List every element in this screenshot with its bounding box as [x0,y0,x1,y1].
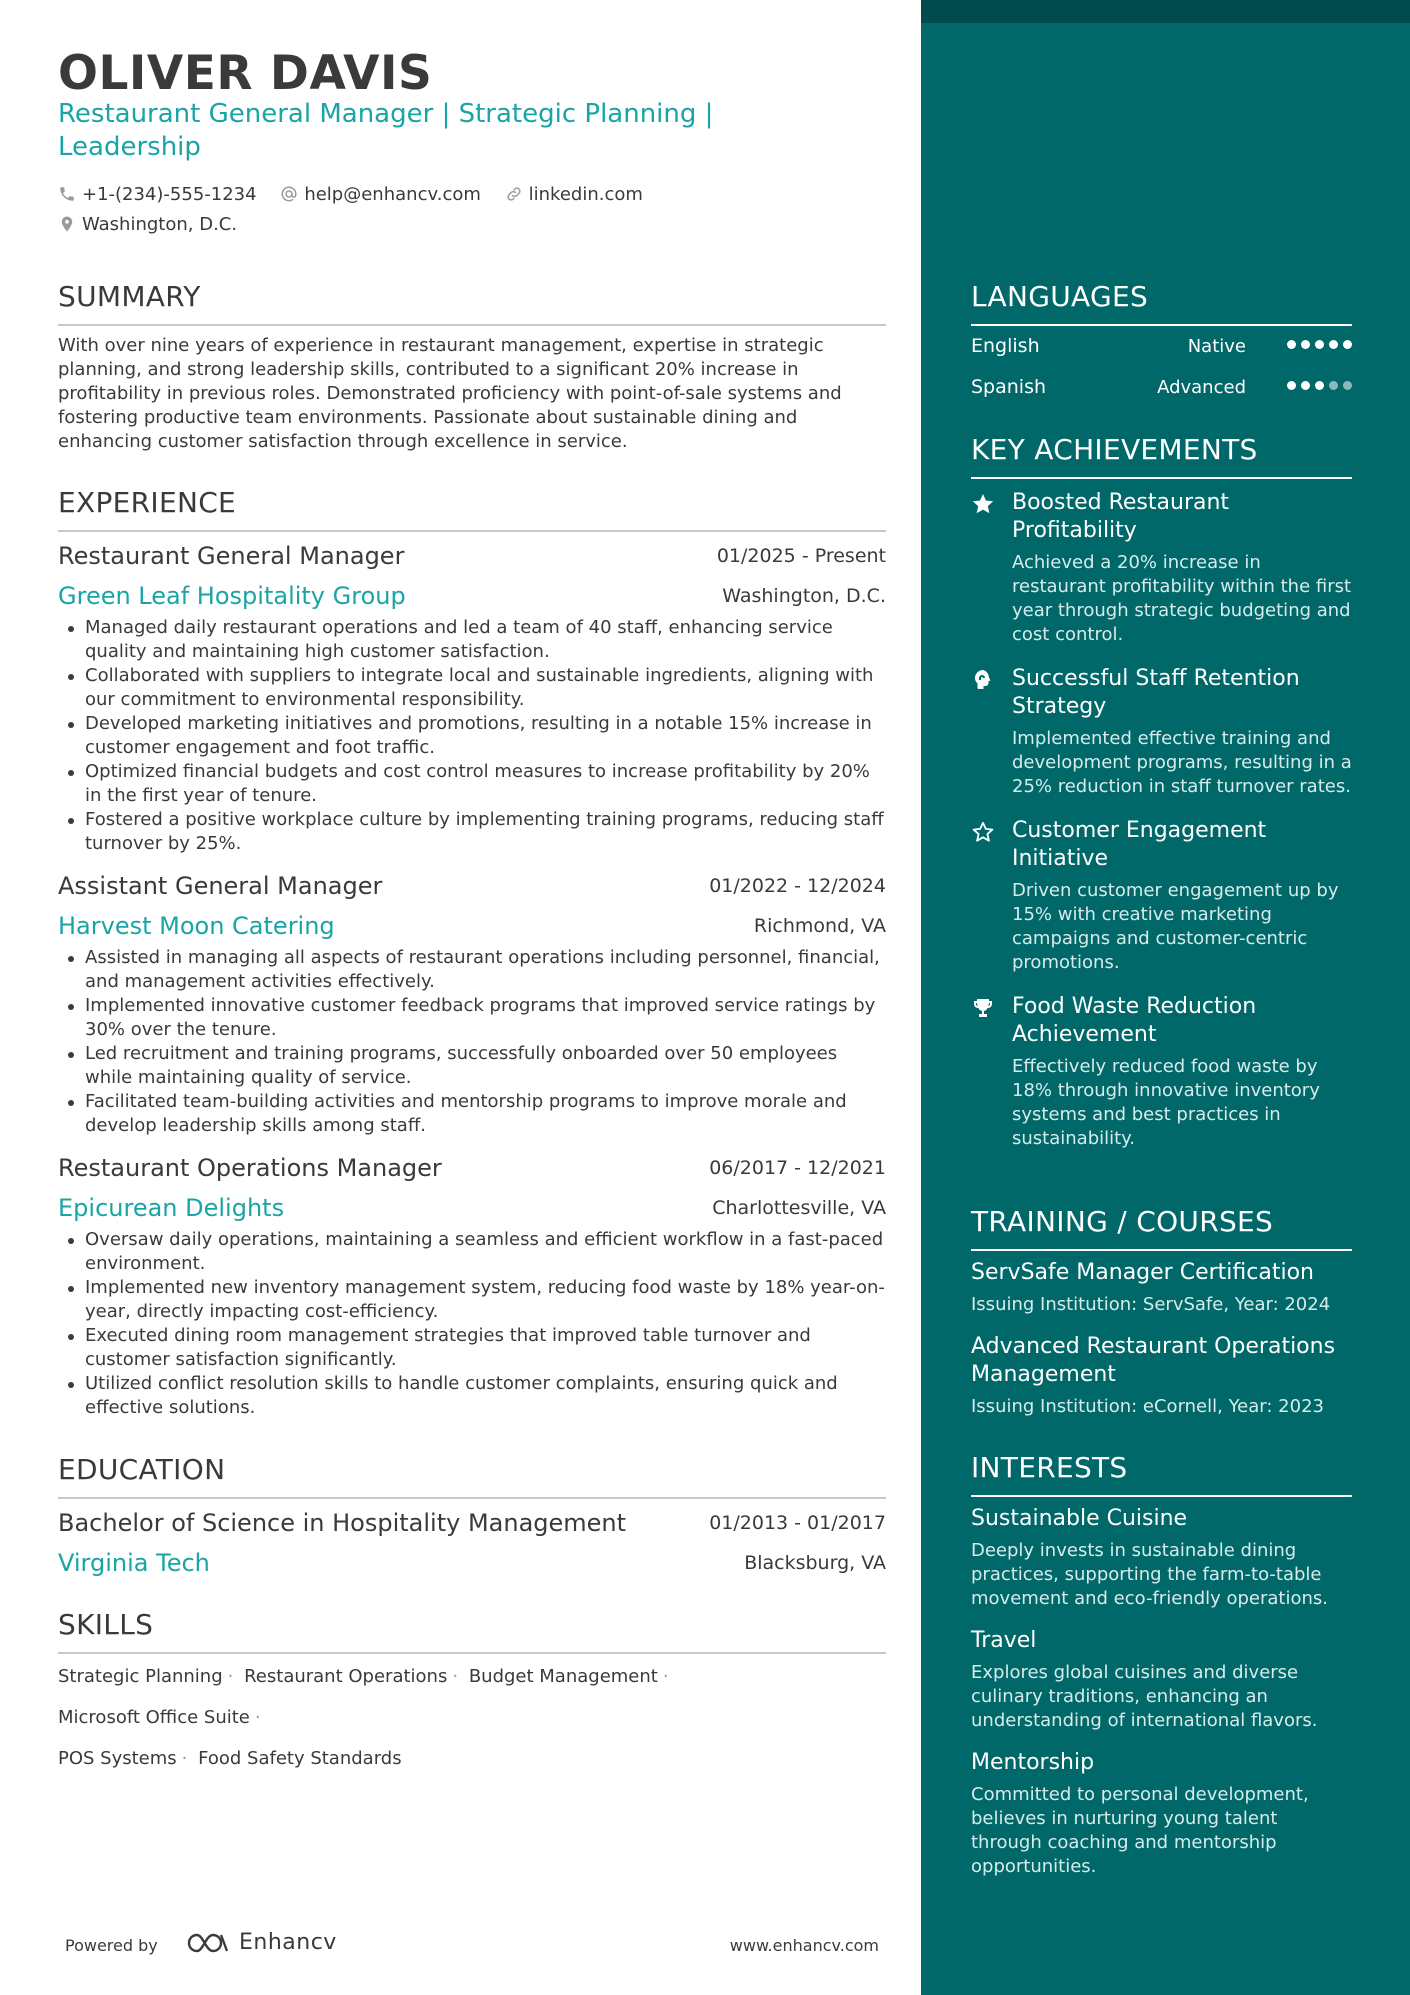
interests-section [971,1451,1352,1879]
job-entry [58,536,886,856]
location-text: Washington, D.C. [82,213,238,235]
sidebar [921,0,1410,1995]
job-bullets [58,1228,886,1420]
job-bullet: Executed dining room management strategies that improved table turnover and customer satisfaction significantly. [58,1324,886,1372]
achievement-title: Food Waste Reduction Achievement [1012,994,1257,1047]
job-location: Richmond, VA [753,915,886,937]
course-title: Advanced Restaurant Operations Management [971,1334,1336,1387]
training-section [971,1205,1352,1419]
job-bullet: Implemented new inventory management system, reducing food waste by 18% year-on-year, directly impacting cost-efficiency. [58,1276,886,1324]
training-heading: TRAINING / COURSES [971,1205,1352,1251]
languages-section [971,280,1352,408]
skill-item: Strategic Planning [58,1666,223,1687]
candidate-tagline [58,98,738,164]
interest-desc: Committed to personal development, believes in nurturing young talent through coaching and mentorship opportunities. [971,1784,1309,1877]
job-bullets [58,946,886,1138]
job-bullet: Facilitated team-building activities and mentorship programs to improve morale and develop leadership skills among staff. [58,1090,886,1138]
job-company: Harvest Moon Catering [58,912,335,940]
proficiency-dot [1287,340,1296,349]
proficiency-dot [1301,381,1310,390]
proficiency-dot [1315,381,1324,390]
course-desc: Issuing Institution: eCornell, Year: 2023 [971,1396,1324,1417]
job-bullets [58,616,886,856]
interests-heading: INTERESTS [971,1451,1352,1497]
skills-list: Strategic Planning · Restaurant Operations · Budget Management · Microsoft Office Suite · POS Systems · Food Safety Standards [58,1666,669,1769]
language-name: Spanish [971,376,1047,398]
job-dates: 06/2017 - 12/2021 [709,1157,886,1179]
brain-icon [971,668,995,692]
contact-phone[interactable] [58,182,257,206]
proficiency-dot [1315,340,1324,349]
language-proficiency-dots [1287,340,1352,349]
language-name: English [971,335,1040,357]
skill-item: Food Safety Standards [198,1748,402,1769]
achievement-title: Customer Engagement Initiative [1012,818,1267,871]
language-level: Advanced [1157,377,1246,398]
proficiency-dot [1287,381,1296,390]
skill-item: Budget Management [468,1666,658,1687]
contact-info [58,182,886,238]
language-row [971,326,1352,367]
star-filled-icon [971,492,995,516]
interest-title: Sustainable Cuisine [971,1506,1188,1531]
job-title: Assistant General Manager [58,872,383,900]
skill-item: POS Systems [58,1748,177,1769]
course-desc: Issuing Institution: ServSafe, Year: 2024 [971,1294,1331,1315]
interest-item [971,1627,1352,1733]
job-bullet: Oversaw daily operations, maintaining a seamless and efficient workflow in a fast-paced environment. [58,1228,886,1276]
job-bullet: Led recruitment and training programs, successfully onboarded over 50 employees while maintaining quality of service. [58,1042,886,1090]
interest-item [971,1505,1352,1611]
achievement-title: Successful Staff Retention Strategy [1012,666,1300,719]
job-bullet: Optimized financial budgets and cost control measures to increase profitability by 20% in the first year of tenure. [58,760,886,808]
achievements-section [971,433,1352,1151]
phone-text: +1-(234)-555-1234 [82,183,257,205]
job-entry [58,1148,886,1420]
skills-heading: SKILLS [58,1608,886,1654]
languages-heading: LANGUAGES [971,280,1352,326]
linkedin-text: linkedin.com [528,183,643,205]
proficiency-dot [1343,340,1352,349]
trophy-icon [971,996,995,1020]
sidebar-top-bar [921,0,1410,23]
achievement-item [971,993,1352,1151]
job-bullet: Implemented innovative customer feedback programs that improved service ratings by 30% over the tenure. [58,994,886,1042]
job-location: Charlottesville, VA [712,1197,886,1219]
job-company: Green Leaf Hospitality Group [58,582,406,610]
skills-section [58,1608,886,1779]
job-location: Washington, D.C. [722,585,886,607]
achievement-desc: Driven customer engagement up by 15% with creative marketing campaigns and customer-centric promotions. [1012,880,1339,973]
achievement-item [971,817,1352,975]
job-bullet: Fostered a positive workplace culture by implementing training programs, reducing staff turnover by 25%. [58,808,886,856]
job-company: Epicurean Delights [58,1194,285,1222]
achievement-title: Boosted Restaurant Profitability [1012,490,1230,543]
school-location: Blacksburg, VA [744,1552,886,1574]
proficiency-dot [1301,340,1310,349]
link-icon [505,185,523,203]
footer [65,1930,879,1960]
contact-email[interactable] [280,182,481,206]
education-entry [58,1503,886,1583]
enhancv-brand-name: Enhancv [239,1930,337,1955]
education-dates: 01/2013 - 01/2017 [709,1512,886,1534]
job-bullet: Collaborated with suppliers to integrate local and sustainable ingredients, aligning with our commitment to environmental responsibility. [58,664,886,712]
achievement-desc: Achieved a 20% increase in restaurant profitability within the first year through strategic budgeting and cost control. [1012,552,1352,645]
course-title: ServSafe Manager Certification [971,1260,1314,1285]
achievement-desc: Effectively reduced food waste by 18% through innovative inventory systems and best practices in sustainability. [1012,1056,1320,1149]
phone-icon [58,185,76,203]
contact-location [58,212,237,236]
interest-title: Mentorship [971,1750,1095,1775]
at-icon [280,185,298,203]
interest-title: Travel [971,1628,1037,1653]
school-name: Virginia Tech [58,1549,210,1577]
achievement-desc: Implemented effective training and development programs, resulting in a 25% reduction in staff turnover rates. [1012,728,1352,797]
education-heading: EDUCATION [58,1453,886,1499]
contact-linkedin[interactable] [505,182,643,206]
enhancv-logo-icon [185,1931,231,1955]
location-pin-icon [58,215,76,233]
job-bullet: Managed daily restaurant operations and led a team of 40 staff, enhancing service quality and maintaining high customer satisfaction. [58,616,886,664]
candidate-name: OLIVER DAVIS [58,46,433,101]
email-text: help@enhancv.com [304,183,481,205]
course-item [971,1333,1352,1419]
powered-by-label: Powered by [65,1936,158,1955]
proficiency-dot [1329,340,1338,349]
experience-heading: EXPERIENCE [58,486,886,532]
skill-item: Microsoft Office Suite [58,1707,250,1728]
job-bullet: Developed marketing initiatives and promotions, resulting in a notable 15% increase in customer engagement and foot traffic. [58,712,886,760]
proficiency-dot [1343,381,1352,390]
summary-text: With over nine years of experience in restaurant management, expertise in strategic planning, and strong leadership skills, contributed to a significant 20% increase in profitability in previous roles. Demonstrated proficiency with point-of-sale systems and fostering productive team environments. Passionate about sustainable dining and enhancing customer satisfaction through excellence in service. [58,335,842,452]
proficiency-dot [1329,381,1338,390]
job-entry [58,866,886,1138]
job-bullet: Assisted in managing all aspects of restaurant operations including personnel, financial, and management activities effectively. [58,946,886,994]
experience-section [58,486,886,1420]
skill-item: Restaurant Operations [244,1666,448,1687]
degree-title: Bachelor of Science in Hospitality Management [58,1509,627,1537]
summary-section [58,280,886,454]
tagline-line-1: Restaurant General Manager | Strategic Planning | [58,99,714,129]
course-item [971,1259,1352,1317]
job-bullet: Utilized conflict resolution skills to handle customer complaints, ensuring quick and effective solutions. [58,1372,886,1420]
interest-item [971,1749,1352,1879]
achievement-item [971,665,1352,799]
job-dates: 01/2022 - 12/2024 [709,875,886,897]
job-dates: 01/2025 - Present [716,545,886,567]
achievement-item [971,489,1352,647]
footer-website-link[interactable]: www.enhancv.com [729,1936,879,1955]
achievements-heading: KEY ACHIEVEMENTS [971,433,1352,479]
summary-heading: SUMMARY [58,280,886,326]
language-proficiency-dots [1287,381,1352,390]
education-section [58,1453,886,1583]
enhancv-logo[interactable] [185,1930,337,1955]
tagline-line-2: Leadership [58,132,201,162]
job-title: Restaurant Operations Manager [58,1154,442,1182]
interest-desc: Deeply invests in sustainable dining practices, supporting the farm-to-table movement and eco-friendly operations. [971,1540,1329,1609]
interest-desc: Explores global cuisines and diverse culinary traditions, enhancing an understanding of international flavors. [971,1662,1318,1731]
language-row [971,367,1352,408]
job-title: Restaurant General Manager [58,542,405,570]
star-outline-icon [971,820,995,844]
language-level: Native [1187,336,1246,357]
